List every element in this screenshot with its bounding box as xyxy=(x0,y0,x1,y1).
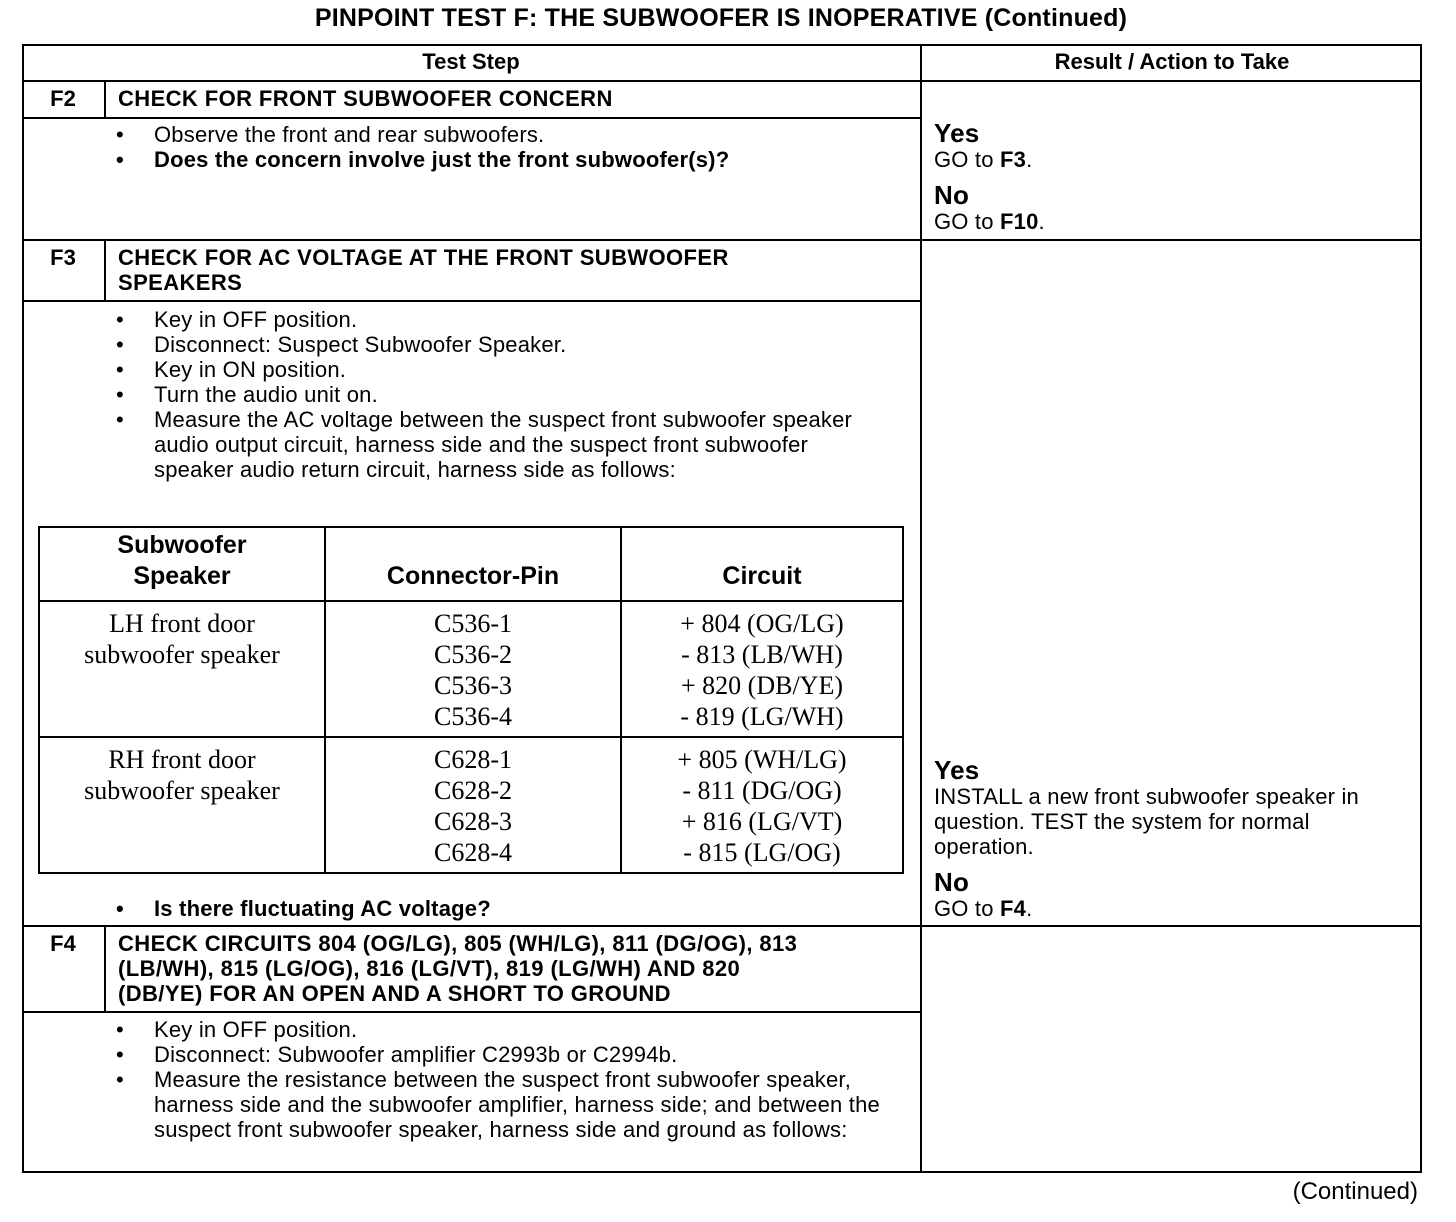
connector-pin-table xyxy=(38,526,904,874)
list-item: • Disconnect: Suspect Subwoofer Speaker. xyxy=(116,332,886,357)
step-f3-question xyxy=(116,896,886,921)
header-divider xyxy=(22,80,1422,82)
step-f3-bullets xyxy=(116,307,886,482)
list-item: • Measure the AC voltage between the suspect front subwoofer speaker audio output circuit, harness side and the suspect front subwoofer speaker audio return circuit, harness side as follows: xyxy=(116,407,886,482)
table-header-circuit: Circuit xyxy=(621,527,903,601)
speaker-cell: RH front door subwoofer speaker xyxy=(39,737,325,873)
goto-link[interactable]: F10 xyxy=(1000,209,1039,234)
table-header-connector-pin: Connector-Pin xyxy=(325,527,621,601)
result-yes-label: Yes xyxy=(934,755,980,785)
result-f3 xyxy=(934,757,1414,921)
result-no-action: GO to F4. xyxy=(934,896,1033,921)
step-title-f3: CHECK FOR AC VOLTAGE AT THE FRONT SUBWOOFER SPEAKERS xyxy=(118,245,729,295)
column-divider xyxy=(920,44,922,1173)
pin-cell: C628-1 C628-2 C628-3 C628-4 xyxy=(325,737,621,873)
result-no-label: No xyxy=(934,180,970,210)
table-header-speaker: Subwoofer Speaker xyxy=(39,527,325,601)
result-no-action: GO to F10. xyxy=(934,209,1045,234)
step-id-f4: F4 xyxy=(50,931,76,956)
pin-cell: C536-1 C536-2 C536-3 C536-4 xyxy=(325,601,621,737)
list-item: • Does the concern involve just the front subwoofer(s)? xyxy=(116,147,906,172)
continued-label: (Continued) xyxy=(1292,1178,1418,1205)
table-row xyxy=(39,601,903,737)
table-row xyxy=(39,737,903,873)
step-title-divider xyxy=(22,300,922,302)
list-item: • Disconnect: Subwoofer amplifier C2993b or C2994b. xyxy=(116,1042,886,1067)
step-f2-bullets xyxy=(116,122,906,172)
step-id-f3: F3 xyxy=(50,245,76,270)
header-test-step: Test Step xyxy=(422,49,520,74)
list-item: • Observe the front and rear subwoofers. xyxy=(116,122,906,147)
result-no-label: No xyxy=(934,867,970,897)
step-title-divider xyxy=(22,117,922,119)
result-f2 xyxy=(934,120,1414,234)
goto-link[interactable]: F3 xyxy=(1000,147,1027,172)
step-id-f2: F2 xyxy=(50,86,76,111)
goto-link[interactable]: F4 xyxy=(1000,896,1027,921)
list-item: • Key in ON position. xyxy=(116,357,886,382)
result-yes-action: GO to F3. xyxy=(934,147,1033,172)
list-item: • Is there fluctuating AC voltage? xyxy=(116,896,886,921)
step-id-divider xyxy=(104,925,106,1012)
step-id-divider xyxy=(104,239,106,301)
list-item: • Measure the resistance between the suspect front subwoofer speaker, harness side and the subwoofer amplifier, harness side; and between the suspect front subwoofer speaker, harness side and ground as follows: xyxy=(116,1067,886,1142)
page-title: PINPOINT TEST F: THE SUBWOOFER IS INOPERATIVE (Continued) xyxy=(314,4,1128,32)
speaker-cell: LH front door subwoofer speaker xyxy=(39,601,325,737)
header-result: Result / Action to Take xyxy=(1054,49,1290,74)
step-title-f2: CHECK FOR FRONT SUBWOOFER CONCERN xyxy=(118,86,613,111)
step-f4-bullets xyxy=(116,1017,886,1142)
step-id-divider xyxy=(104,80,106,118)
step-divider xyxy=(22,925,1422,927)
circuit-cell: + 805 (WH/LG) - 811 (DG/OG) + 816 (LG/VT) - 815 (LG/OG) xyxy=(621,737,903,873)
circuit-cell: + 804 (OG/LG) - 813 (LB/WH) + 820 (DB/YE) - 819 (LG/WH) xyxy=(621,601,903,737)
step-title-f4: CHECK CIRCUITS 804 (OG/LG), 805 (WH/LG), 811 (DG/OG), 813 (LB/WH), 815 (LG/OG), 816 (LG/VT), 819 (LG/WH) AND 820 (DB/YE) FOR AN OPEN AND A SHORT TO GROUND xyxy=(118,931,798,1006)
step-divider xyxy=(22,239,1422,241)
result-yes-label: Yes xyxy=(934,118,980,148)
list-item: • Key in OFF position. xyxy=(116,1017,886,1042)
step-title-divider xyxy=(22,1011,922,1013)
list-item: • Turn the audio unit on. xyxy=(116,382,886,407)
result-yes-action: INSTALL a new front subwoofer speaker in question. TEST the system for normal operation. xyxy=(934,784,1359,859)
list-item: • Key in OFF position. xyxy=(116,307,886,332)
